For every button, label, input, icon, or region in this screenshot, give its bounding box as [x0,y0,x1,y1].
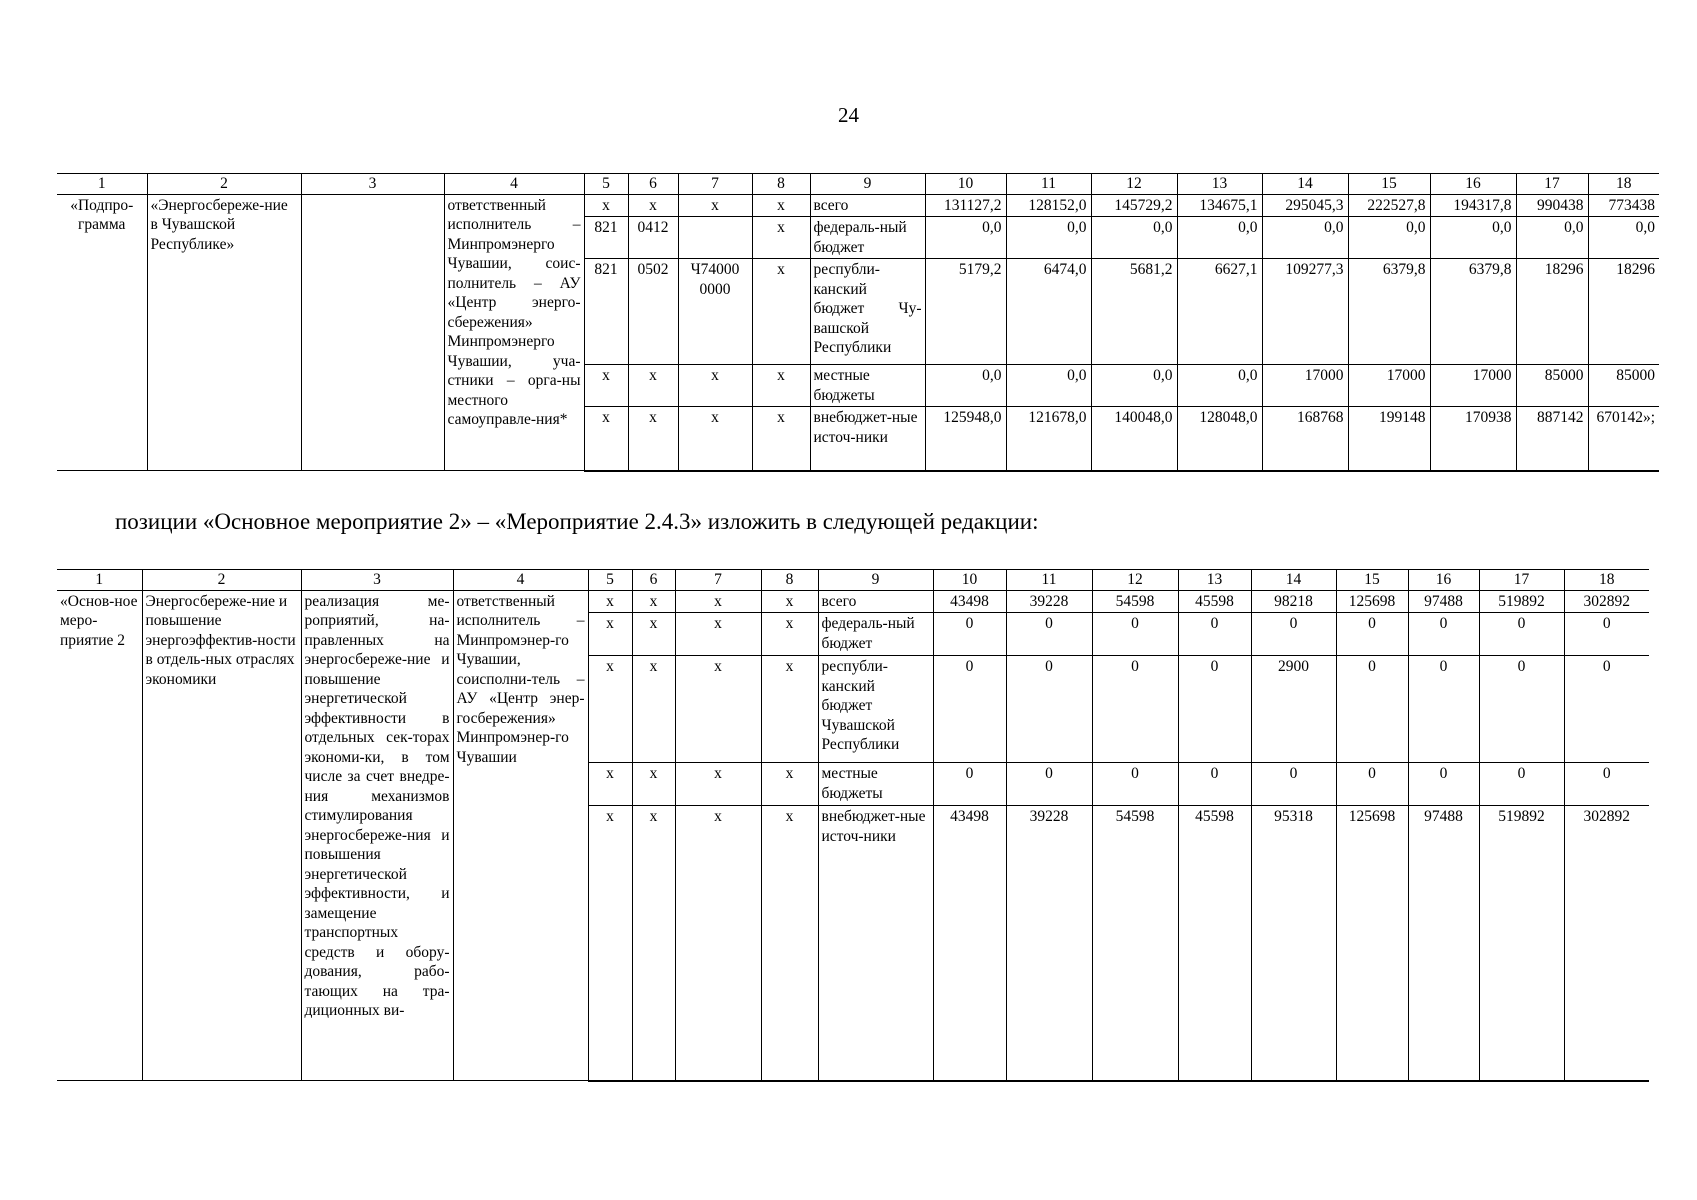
expense-group-cell: x [752,217,810,259]
value-cell: 0 [1092,613,1178,656]
expense-group-cell: x [761,806,818,1081]
program-type-cell: «Подпро-грамма [57,194,147,471]
value-cell: 519892 [1479,590,1564,613]
target-article-cell: Ч74000 0000 [678,259,752,365]
column-number: 12 [1091,174,1177,195]
value-cell: 97488 [1408,590,1479,613]
value-cell: 519892 [1479,806,1564,1081]
target-article-cell: x [675,763,761,806]
value-cell: 18296 [1516,259,1588,365]
column-number: 3 [301,174,444,195]
target-article-cell: x [675,806,761,1081]
purpose-cell [301,194,444,471]
value-cell: 145729,2 [1091,194,1177,217]
column-number: 16 [1430,174,1516,195]
column-number: 3 [301,570,453,591]
value-cell: 125698 [1336,590,1408,613]
value-cell: 0,0 [1091,365,1177,407]
value-cell: 887142 [1516,407,1588,471]
value-cell: 0 [1251,613,1336,656]
value-cell: 140048,0 [1091,407,1177,471]
grbs-code-cell: x [588,590,632,613]
value-cell: 125698 [1336,806,1408,1081]
value-cell: 0 [933,613,1006,656]
section-code-cell: x [632,806,675,1081]
column-number: 11 [1006,570,1092,591]
column-number: 12 [1092,570,1178,591]
page-number: 24 [838,103,859,127]
funding-source-cell: федераль-ный бюджет [810,217,925,259]
column-number: 2 [142,570,301,591]
grbs-code-cell: 821 [584,259,628,365]
expense-group-cell: x [752,407,810,471]
value-cell: 0 [1408,613,1479,656]
value-cell: 6627,1 [1177,259,1262,365]
value-cell: 109277,3 [1262,259,1348,365]
table-main-activity [57,569,1649,1082]
value-cell: 0 [1479,656,1564,763]
value-cell: 125948,0 [925,407,1006,471]
column-number: 1 [57,570,142,591]
value-cell: 39228 [1006,806,1092,1081]
grbs-code-cell: x [588,613,632,656]
program-name-cell: «Энергосбереже-ние в Чувашской Республике» [147,194,301,471]
target-article-cell: x [675,656,761,763]
value-cell: 302892 [1564,806,1649,1081]
column-number: 18 [1588,174,1659,195]
value-cell: 199148 [1348,407,1430,471]
section-code-cell: x [632,656,675,763]
column-number: 10 [925,174,1006,195]
value-cell: 0,0 [925,365,1006,407]
target-article-cell: x [675,590,761,613]
expense-group-cell: x [761,656,818,763]
column-number: 16 [1408,570,1479,591]
table-header-row [57,174,1659,195]
value-cell: 98218 [1251,590,1336,613]
value-cell: 97488 [1408,806,1479,1081]
value-cell: 0,0 [1091,217,1177,259]
column-number: 4 [453,570,588,591]
value-cell: 121678,0 [1006,407,1091,471]
value-cell: 222527,8 [1348,194,1430,217]
value-cell: 0 [933,763,1006,806]
expense-group-cell: x [761,590,818,613]
column-number: 2 [147,174,301,195]
funding-source-cell: внебюджет-ные источ-ники [818,806,933,1081]
column-number: 15 [1348,174,1430,195]
value-cell: 0 [1092,763,1178,806]
value-cell: 128048,0 [1177,407,1262,471]
value-cell: 0,0 [1430,217,1516,259]
value-cell: 0,0 [1348,217,1430,259]
value-cell: 0 [1479,763,1564,806]
column-number: 10 [933,570,1006,591]
value-cell: 95318 [1251,806,1336,1081]
grbs-code-cell: 821 [584,217,628,259]
funding-source-cell: местные бюджеты [810,365,925,407]
expense-group-cell: x [761,763,818,806]
column-number: 18 [1564,570,1649,591]
executor-cell: ответственный исполнитель – Минпромэнерго Чувашии, соис-полнитель – АУ «Центр энерго-сбережения» Минпромэнерго Чувашии, уча-стники – орга-ны местного самоуправле-ния* [444,194,584,471]
column-number: 8 [761,570,818,591]
value-cell: 0 [1564,656,1649,763]
target-article-cell: x [678,365,752,407]
value-cell: 6379,8 [1348,259,1430,365]
section-code-cell: x [628,365,678,407]
column-number: 6 [628,174,678,195]
column-number: 9 [818,570,933,591]
target-article-cell: x [675,613,761,656]
column-number: 11 [1006,174,1091,195]
column-number: 5 [584,174,628,195]
value-cell: 0 [1178,656,1251,763]
value-cell: 6474,0 [1006,259,1091,365]
value-cell: 0 [1336,763,1408,806]
value-cell: 0,0 [1006,217,1091,259]
column-number: 5 [588,570,632,591]
value-cell: 2900 [1251,656,1336,763]
value-cell: 0 [1006,613,1092,656]
target-article-cell [678,217,752,259]
value-cell: 170938 [1430,407,1516,471]
value-cell: 5681,2 [1091,259,1177,365]
section-code-cell: x [628,407,678,471]
value-cell: 0,0 [1177,365,1262,407]
value-cell: 670142»; [1588,407,1659,471]
funding-source-cell: федераль-ный бюджет [818,613,933,656]
value-cell: 0,0 [1177,217,1262,259]
value-cell: 131127,2 [925,194,1006,217]
value-cell: 990438 [1516,194,1588,217]
table-subprogram [57,173,1659,472]
column-number: 17 [1516,174,1588,195]
value-cell: 0 [1336,656,1408,763]
expense-group-cell: x [752,365,810,407]
column-number: 1 [57,174,147,195]
value-cell: 39228 [1006,590,1092,613]
column-number: 9 [810,174,925,195]
value-cell: 302892 [1564,590,1649,613]
value-cell: 0 [1251,763,1336,806]
value-cell: 0 [1408,763,1479,806]
funding-source-cell: местные бюджеты [818,763,933,806]
grbs-code-cell: x [588,806,632,1081]
column-number: 8 [752,174,810,195]
grbs-code-cell: x [584,194,628,217]
value-cell: 0 [1006,656,1092,763]
value-cell: 85000 [1588,365,1659,407]
instruction-paragraph: позиции «Основное мероприятие 2» – «Мероприятие 2.4.3» изложить в следующей редакции: [115,509,1039,534]
value-cell: 0 [1564,763,1649,806]
value-cell: 0 [1092,656,1178,763]
value-cell: 0 [1479,613,1564,656]
value-cell: 0 [1178,613,1251,656]
purpose-cell: реализация ме-роприятий, на-правленных на энергосбереже-ние и повышение энергетической эффективности в отдельных сек-торах экономи-ки, в том числе за счет внедре-ния механизмов стимулирования энергосбереже-ния и повышения энергетической эффективности, и замещение транспортных средств и обору-дования, рабо-тающих на тра-диционных ви- [301,590,453,1081]
expense-group-cell: x [761,613,818,656]
executor-cell: ответственный исполнитель – Минпромэнер-го Чувашии, соисполни-тель – АУ «Центр энер-госбережения» Минпромэнер-го Чувашии [453,590,588,1081]
value-cell: 54598 [1092,806,1178,1081]
value-cell: 85000 [1516,365,1588,407]
value-cell: 18296 [1588,259,1659,365]
value-cell: 0 [933,656,1006,763]
funding-source-cell: республи-канский бюджет Чу-вашской Республики [810,259,925,365]
value-cell: 5179,2 [925,259,1006,365]
value-cell: 17000 [1262,365,1348,407]
column-number: 13 [1178,570,1251,591]
funding-source-cell: республи-канский бюджет Чувашской Республики [818,656,933,763]
table-row [57,194,1659,217]
column-number: 7 [675,570,761,591]
value-cell: 0 [1564,613,1649,656]
value-cell: 17000 [1348,365,1430,407]
table-row [57,590,1649,613]
section-code-cell: 0412 [628,217,678,259]
value-cell: 0,0 [1516,217,1588,259]
column-number: 14 [1262,174,1348,195]
section-code-cell: 0502 [628,259,678,365]
funding-source-cell: внебюджет-ные источ-ники [810,407,925,471]
grbs-code-cell: x [588,656,632,763]
value-cell: 6379,8 [1430,259,1516,365]
column-number: 4 [444,174,584,195]
value-cell: 43498 [933,590,1006,613]
value-cell: 43498 [933,806,1006,1081]
program-name-cell: Энергосбереже-ние и повышение энергоэффектив-ности в отдель-ных отраслях экономики [142,590,301,1081]
column-number: 17 [1479,570,1564,591]
value-cell: 0,0 [925,217,1006,259]
value-cell: 17000 [1430,365,1516,407]
value-cell: 45598 [1178,590,1251,613]
value-cell: 0 [1006,763,1092,806]
section-code-cell: x [632,590,675,613]
grbs-code-cell: x [584,365,628,407]
expense-group-cell: x [752,259,810,365]
value-cell: 0 [1336,613,1408,656]
value-cell: 45598 [1178,806,1251,1081]
section-code-cell: x [628,194,678,217]
column-number: 15 [1336,570,1408,591]
value-cell: 0,0 [1588,217,1659,259]
section-code-cell: x [632,613,675,656]
section-code-cell: x [632,763,675,806]
value-cell: 0,0 [1006,365,1091,407]
value-cell: 128152,0 [1006,194,1091,217]
column-number: 13 [1177,174,1262,195]
funding-source-cell: всего [818,590,933,613]
value-cell: 773438 [1588,194,1659,217]
value-cell: 134675,1 [1177,194,1262,217]
expense-group-cell: x [752,194,810,217]
value-cell: 168768 [1262,407,1348,471]
funding-source-cell: всего [810,194,925,217]
grbs-code-cell: x [584,407,628,471]
target-article-cell: x [678,407,752,471]
value-cell: 0 [1178,763,1251,806]
program-type-cell: «Основ-ное меро-приятие 2 [57,590,142,1081]
target-article-cell: x [678,194,752,217]
value-cell: 0 [1408,656,1479,763]
value-cell: 194317,8 [1430,194,1516,217]
column-number: 14 [1251,570,1336,591]
value-cell: 0,0 [1262,217,1348,259]
table-header-row [57,570,1649,591]
column-number: 6 [632,570,675,591]
column-number: 7 [678,174,752,195]
value-cell: 295045,3 [1262,194,1348,217]
value-cell: 54598 [1092,590,1178,613]
grbs-code-cell: x [588,763,632,806]
